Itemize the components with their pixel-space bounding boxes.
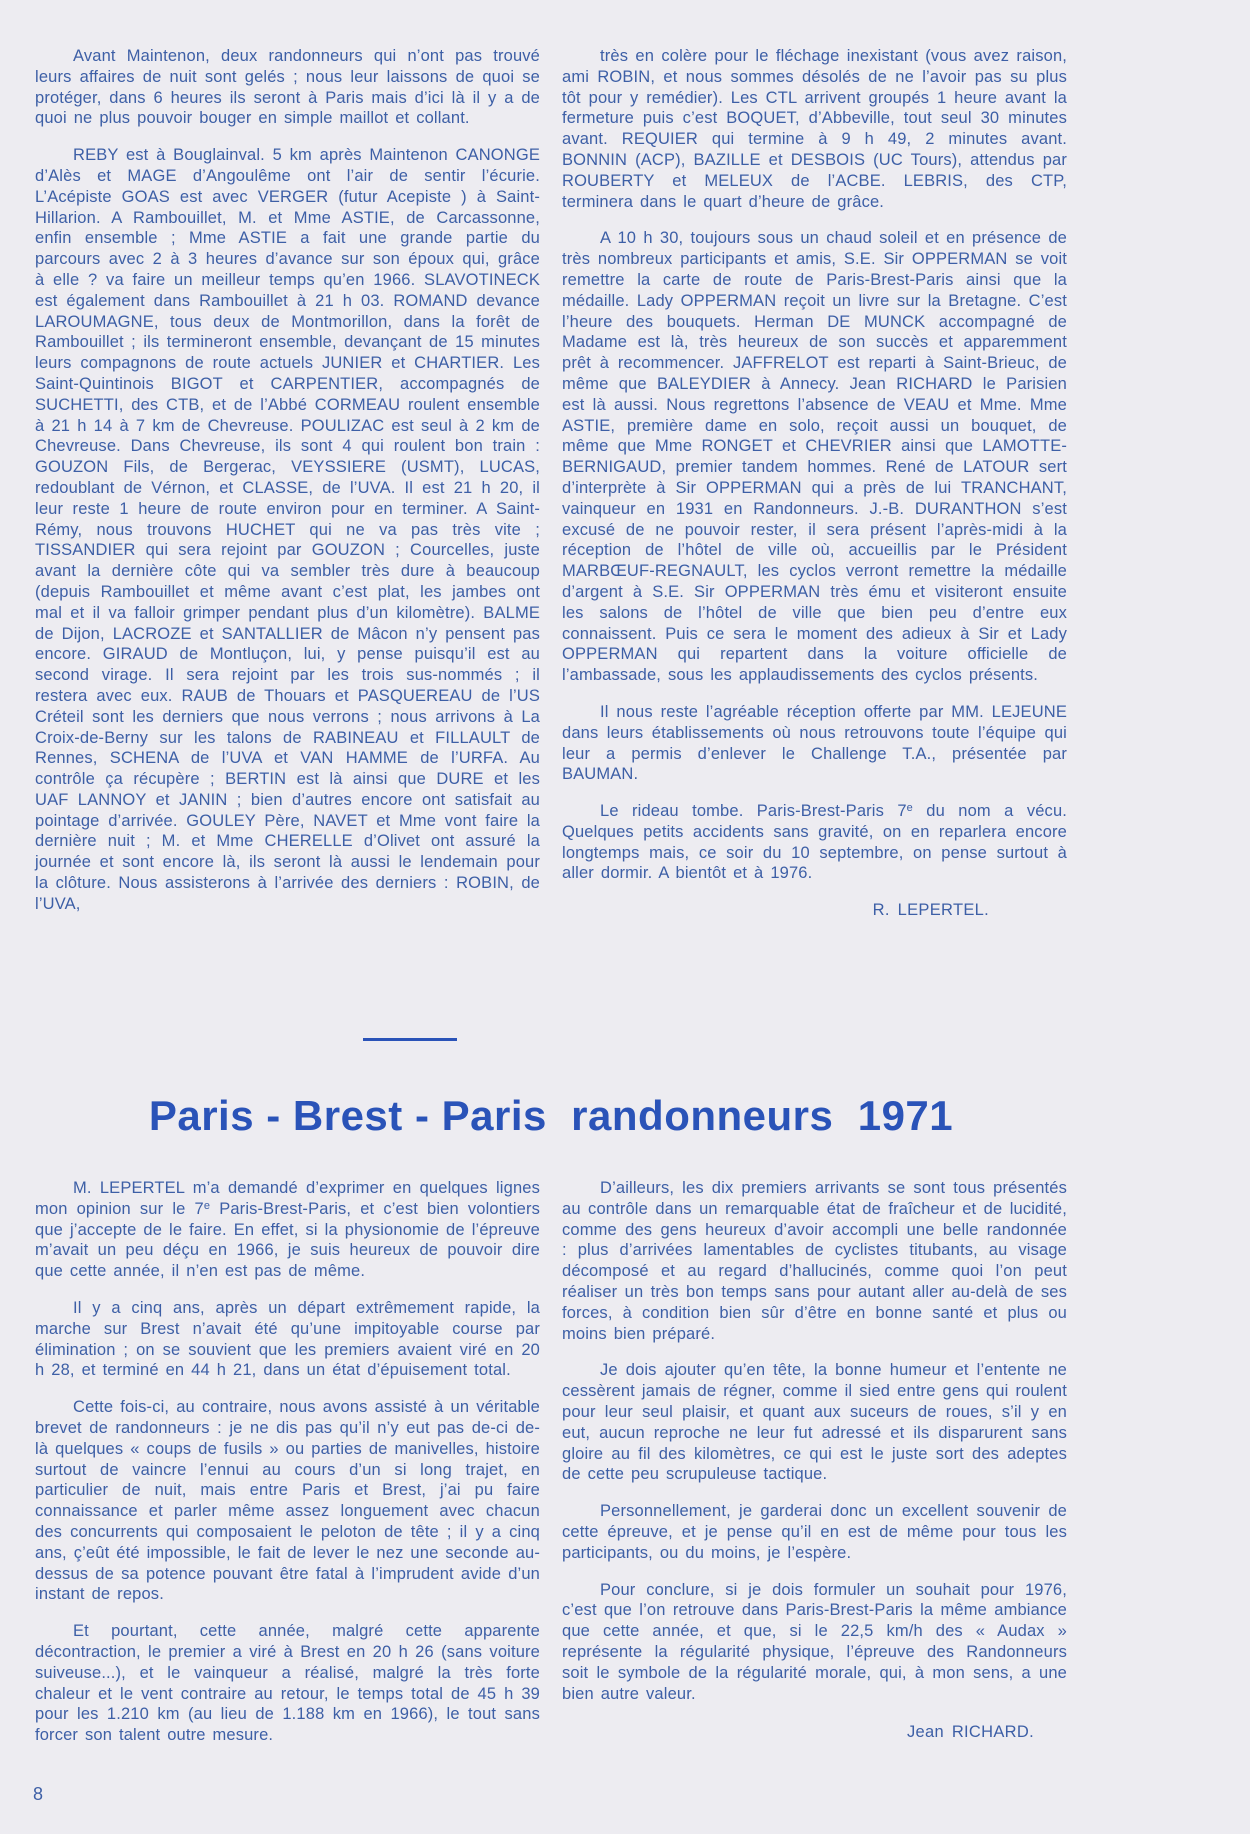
top-section <box>35 46 1067 931</box>
top-right-paragraphs <box>562 46 1067 884</box>
top-left-column <box>35 46 540 931</box>
section-divider-rule <box>363 1038 457 1041</box>
paragraph: Je dois ajouter qu’en tête, la bonne humeur et l’entente ne cessèrent jamais de régner, comme il sied entre gens qui roulent pour leur seul plaisir, et quant aux suceurs de roues, s’il y en eut, aucun reproche ne leur fut adressé et ils disparurent sans gloire au fil des kilomètres, ce qui est le juste sort des adeptes de cette peu scrupuleuse tactique. <box>562 1361 1067 1484</box>
paragraph: très en colère pour le fléchage inexistant (vous avez raison, ami ROBIN, et nous sommes désolés de ne l’avoir pas su plus tôt pour y remédier). Les CTL arrivent groupés 1 heure avant la fermeture puis c’est BOQUET, d’Abbeville, tout seul 30 minutes avant. REQUIER qui termine à 9 h 49, 2 minutes avant. BONNIN (ACP), BAZILLE et DESBOIS (UC Tours), attendus par ROUBERTY et MELEUX de l’ACBE. LEBRIS, des CTP, terminera dans le quart d’heure de grâce. <box>562 47 1067 211</box>
paragraph: Personnellement, je garderai donc un excellent souvenir de cette épreuve, et je pense qu’il en est de même pour tous les participants, ou du moins, je l’espère. <box>562 1502 1067 1562</box>
paragraph: Avant Maintenon, deux randonneurs qui n’ont pas trouvé leurs affaires de nuit sont gelés ; nous leur laissons de quoi se protéger, dans 6 heures ils seront à Paris mais d’ici là il y a de quoi ne plus pouvoir bouger en simple maillot et collant. <box>35 47 540 128</box>
article-right-paragraphs <box>562 1178 1067 1704</box>
paragraph: M. LEPERTEL m’a demandé d’exprimer en quelques lignes mon opinion sur le 7e Paris-Brest-Paris, et c’est bien volontiers que j’accepte de le faire. En effet, si la physionomie de l’épreuve m’avait un peu déçu en 1966, je suis heureux de pouvoir dire que cette année, il n’en est pas de même. <box>35 1179 541 1281</box>
paragraph: Il y a cinq ans, après un départ extrêmement rapide, la marche sur Brest n’avait été qu’une impitoyable course par élimination ; on se souvient que les premiers avaient viré en 20 h 28, et terminé en 44 h 21, dans un état d’épuisement total. <box>35 1298 540 1380</box>
top-right-column <box>562 46 1067 931</box>
paragraph: A 10 h 30, toujours sous un chaud soleil et en présence de très nombreux participants et amis, S.E. Sir OPPERMAN se voit remettre la carte de route de Paris-Brest-Paris ainsi que la médaille. Lady OPPERMAN reçoit un livre sur la Bretagne. C’est l’heure des bouquets. Herman DE MUNCK accompagné de Madame est là, très heureux de son succès et apparemment prêt à recommencer. JAFFRELOT est reparti à Saint-Brieuc, de même que BALEYDIER à Annecy. Jean RICHARD le Parisien est là aussi. Nous regrettons l’absence de VEAU et Mme. Mme ASTIE, première dame en solo, reçoit aussi un bouquet, de même que Mme RONGET et CHEVRIER ainsi que LAMOTTE-BERNIGAUD, premier tandem hommes. René de LATOUR sert d’interprète à Sir OPPERMAN qui a près de lui TRANCHANT, vainqueur en 1931 en Randonneurs. J.-B. DURANTHON s’est excusé de ne pouvoir rester, il sera présent l’après-midi à la réception de l’hôtel de ville où, accueillis par le Président MARBŒUF-REGNAULT, les cyclos verront remettre la médaille d’argent à S.E. Sir OPPERMAN très ému et visiteront ensuite les salons de l’hôtel de ville que bien peu d’entre eux connaissent. Puis ce sera le moment des adieux à Sir et Lady OPPERMAN qui repartent dans la voiture officielle de l’ambassade, sous les applaudissements des cyclos présents. <box>562 229 1067 685</box>
article-left-column <box>35 1178 540 1762</box>
paragraph: REBY est à Bouglainval. 5 km après Maintenon CANONGE d’Alès et MAGE d’Angoulême ont l’air de sentir l’écurie. L’Acépiste GOAS est avec VERGER (futur Acepiste ) à Saint-Hillarion. A Rambouillet, M. et Mme ASTIE, de Carcassonne, enfin ensemble ; Mme ASTIE a fait une grande partie du parcours avec 2 à 3 heures d’avance sur son époux qui, grâce à elle ? va faire un meilleur temps qu’en 1966. SLAVOTINECK est également dans Rambouillet à 21 h 03. ROMAND devance LAROUMAGNE, tous deux de Montmorillon, dans la forêt de Rambouillet ; ils termineront ensemble, devançant de 15 minutes leurs compagnons de route actuels JUNIER et CHARTIER. Les Saint-Quintinois BIGOT et CARPENTIER, accompagnés de SUCHETTI, des CTB, et de l’Abbé CORMEAU roulent ensemble à 21 h 14 à 7 km de Chevreuse. POULIZAC est seul à 2 km de Chevreuse. Dans Chevreuse, ils sont 4 qui roulent bon train : GOUZON Fils, de Bergerac, VEYSSIERE (USMT), LUCAS, redoublant de Vérnon, et CLASSE, de l’UVA. Il est 21 h 20, il leur reste 1 heure de route environ pour en terminer. A Saint-Rémy, nous trouvons HUCHET qui ne va pas très vite ; TISSANDIER qui sera rejoint par GOUZON ; Courcelles, juste avant la dernière côte qui va sembler très dure à beaucoup (depuis Rambouillet et même avant c’est plat, les jambes ont mal et il va falloir grimper pendant plus d’un kilomètre). BALME de Dijon, LACROZE et SANTALLIER de Mâcon n’y pensent pas encore. GIRAUD de Montluçon, lui, y pense puisqu’il est au second virage. Il sera rejoint par les trois sus-nommés ; il restera avec eux. RAUB de Thouars et PASQUEREAU de l’US Créteil sont les derniers que nous verrons ; nous arrivons à La Croix-de-Berny sur les talons de RABINEAU et FILLAULT de Rennes, SCHENA de l’UVA et VAN HAMME de l’URFA. Au contrôle ça récupère ; BERTIN est là ainsi que DURE et les UAF LANNOY et JANIN ; bien d’autres encore ont satisfait au pointage d’arrivée. GOULEY Père, NAVET et Mme vont faire la dernière nuit ; M. et Mme CHERELLE d’Olivet ont assuré la journée et sont encore là, ils seront là aussi le lendemain pour la clôture. Nous assisterons à l’arrivée des derniers : ROBIN, de l’UVA, <box>35 146 540 913</box>
paragraph: Et pourtant, cette année, malgré cette apparente décontraction, le premier a viré à Brest en 20 h 26 (sans voiture suiveuse...), et le vainqueur a réalisé, malgré la très forte chaleur et le vent contraire au retour, le temps total de 45 h 39 pour les 1.210 km (au lieu de 1.188 km en 1966), le tout sans forcer son talent outre mesure. <box>35 1622 540 1745</box>
paragraph: D’ailleurs, les dix premiers arrivants se sont tous présentés au contrôle dans un remarquable état de fraîcheur et de lucidité, comme des gens heureux d’avoir accompli une belle randonnée : plus d’arrivées lamentables de cyclistes titubants, au visage décomposé et au regard d’hallucinés, comme quoi l’on peut réaliser un très bon temps sans pour autant aller au-delà de ses forces, à condition bien sûr d’être en bonne santé et plus ou moins bien préparé. <box>562 1179 1067 1343</box>
signature-lepertel: R. LEPERTEL. <box>872 901 989 920</box>
paragraph: Cette fois-ci, au contraire, nous avons assisté à un véritable brevet de randonneurs : je ne dis pas qu’il n’y eut pas de-ci de-là quelques « coups de fusils » ou parties de manivelles, histoire surtout de vaincre l’ennui au cours d’un si long trajet, en particulier de nuit, mais entre Paris et Brest, j’ai pu faire connaissance et parler même assez longuement avec chacun des concurrents qui composaient le peloton de tête ; il y a cinq ans, ç’eût été impossible, le fait de lever le nez une seconde au-dessus de sa potence pouvant être fatal à l’imprudent avide d’un instant de repos. <box>35 1398 540 1604</box>
paragraph: Pour conclure, si je dois formuler un souhait pour 1976, c’est que l’on retrouve dans Paris-Brest-Paris la même ambiance que cette année, et que, si le 22,5 km/h des « Audax » représente la régularité physique, l’épreuve des Randonneurs soit le symbole de la régularité morale, qui, à mon sens, a une bien autre valeur. <box>562 1580 1067 1703</box>
signature-richard: Jean RICHARD. <box>906 1723 1034 1742</box>
article-right-column <box>562 1178 1067 1762</box>
article-title: Paris - Brest - Paris randonneurs 1971 <box>148 1092 954 1139</box>
page-number: 8 <box>33 1784 44 1804</box>
article-section <box>35 1178 1067 1762</box>
paragraph: Le rideau tombe. Paris-Brest-Paris 7e du nom a vécu. Quelques petits accidents sans gravité, on en reparlera encore longtemps mais, ce soir du 10 septembre, on pense surtout à aller dormir. A bientôt et à 1976. <box>562 802 1068 883</box>
paragraph: Il nous reste l’agréable réception offerte par MM. LEJEUNE dans leurs établissements où nous retrouvons toute l’équipe qui leur a permis d’enlever le Challenge T.A., présentée par BAUMAN. <box>562 702 1067 784</box>
